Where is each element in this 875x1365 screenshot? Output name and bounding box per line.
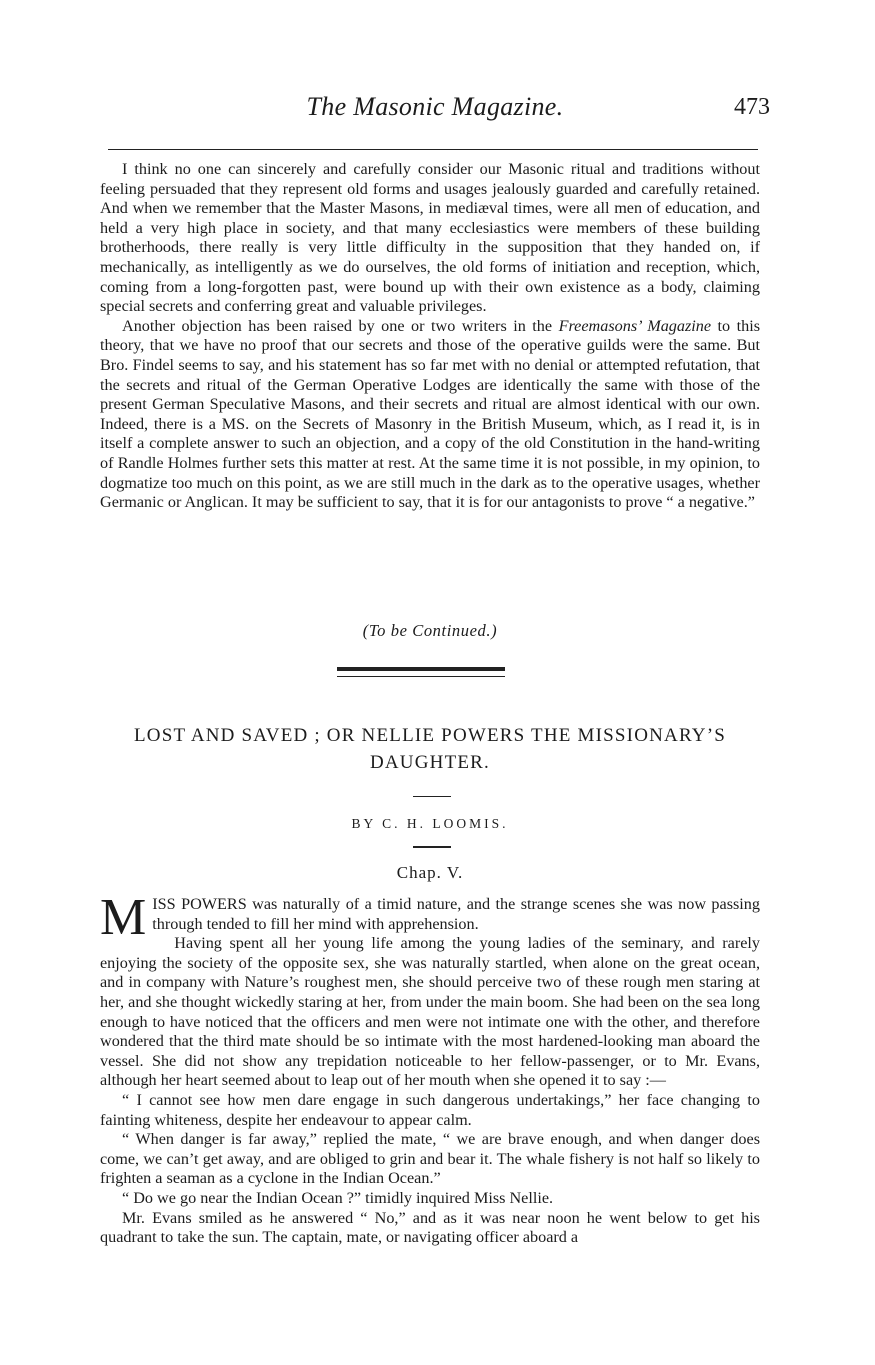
running-head <box>100 90 770 130</box>
paragraph-rest: to this theory, that we have no proof that our secrets and those of the operative guilds were the same. But Bro. Findel seems to say, and his statement has so far met with no denial or attempted refutation, that the secrets and ritual of the German Operative Lodges are identically the same with those of the present German Speculative Masons, and their secrets and ritual are almost identical with our own. Indeed, there is a MS. on the Secrets of Masonry in the British Museum, which, as I read it, is in itself a complete answer to such an objection, and a copy of the old Constitution in the hand-writing of Randle Holmes further sets this matter at rest. At the same time it is not possible, in my opinion, to dogmatize too much on this point, as we are still much in the dark as to the operative usages, whether Germanic or Anglican. It may be sufficient to say, that it is for our antagonists to prove “ a negative.” <box>100 316 761 512</box>
story-title-line: DAUGHTER. <box>369 752 491 773</box>
opening-text: ISS POWERS was naturally of a timid nature, and the strange scenes she was now passing through tended to fill her mind with apprehension. <box>152 895 760 933</box>
byline-rule <box>413 846 451 848</box>
journal-title: The Masonic Magazine. <box>306 92 564 121</box>
title-rule <box>413 796 451 797</box>
header-rule <box>108 149 758 150</box>
paragraph: “ When danger is far away,” replied the mate, “ we are brave enough, and when danger does come, we can’t get away, and are obliged to grin and bear it. The whale fishery is not half so likely to frighten a seaman as a cyclone in the Indian Ocean.” <box>100 1130 760 1188</box>
paragraph: I think no one can sincerely and carefully consider our Masonic ritual and traditions without feeling persuaded that they represent old forms and usages jealously guarded and carefully retained. And when we remember that the Master Masons, in mediæval times, were all men of education, and held a very high place in society, and that many ecclesiastics were members of these building brotherhoods, there really is very little difficulty in the supposition that they handed on, if mechanically, as intelligently as we do ourselves, the old forms of initiation and reception, which, coming from a long-forgotten past, were bound up with their own existence as a body, claiming special secrets and conferring great and valuable privileges. <box>100 160 760 316</box>
paragraph-lead: Another objection has been raised by one or two writers in the <box>122 316 553 335</box>
opening-paragraph <box>100 889 760 946</box>
divider-thin-line <box>337 676 505 677</box>
paragraph: “ Do we go near the Indian Ocean ?” timidly inquired Miss Nellie. <box>122 1188 554 1207</box>
story-body <box>100 889 760 1248</box>
article-conclusion <box>100 160 760 513</box>
magazine-title-italic: Freemasons’ Magazine <box>558 316 712 335</box>
chapter-heading: Chap. V. <box>396 863 464 882</box>
paragraph: Having spent all her young life among the young ladies of the seminary, and rarely enjoying the society of the opposite sex, she was naturally startled, when alone on the great ocean, and in company with Nature’s roughest men, she should perceive two of these rough men staring at her, and she thought wickedly staring at her, from under the main boom. She had been on the sea long enough to have noticed that the officers and men were not intimate one with the other, and therefore wondered that the third mate should be so intimate with the most hardened-looking man aboard the vessel. She did not show any trepidation noticeable to her fellow-passenger, or to Mr. Evans, although her heart seemed about to leap out of her mouth when she opened it to say :— <box>100 934 760 1090</box>
page-number: 473 <box>734 94 770 120</box>
to-be-continued: (To be Continued.) <box>362 621 498 640</box>
divider-thick-line <box>337 667 505 671</box>
byline: BY C. H. LOOMIS. <box>351 816 509 831</box>
drop-cap: M <box>100 889 147 946</box>
paragraph: Mr. Evans smiled as he answered “ No,” and as it was near noon he went below to get his quadrant to take the sun. The captain, mate, or navigating officer aboard a <box>100 1208 760 1247</box>
paragraph <box>100 317 760 513</box>
paragraph: “ I cannot see how men dare engage in such dangerous undertakings,” her face changing to fainting whiteness, despite her endeavour to appear calm. <box>100 1090 760 1129</box>
section-divider <box>337 667 505 679</box>
story-title-line: LOST AND SAVED ; OR NELLIE POWERS THE MISSIONARY’S <box>133 725 727 746</box>
story-title <box>100 722 760 776</box>
